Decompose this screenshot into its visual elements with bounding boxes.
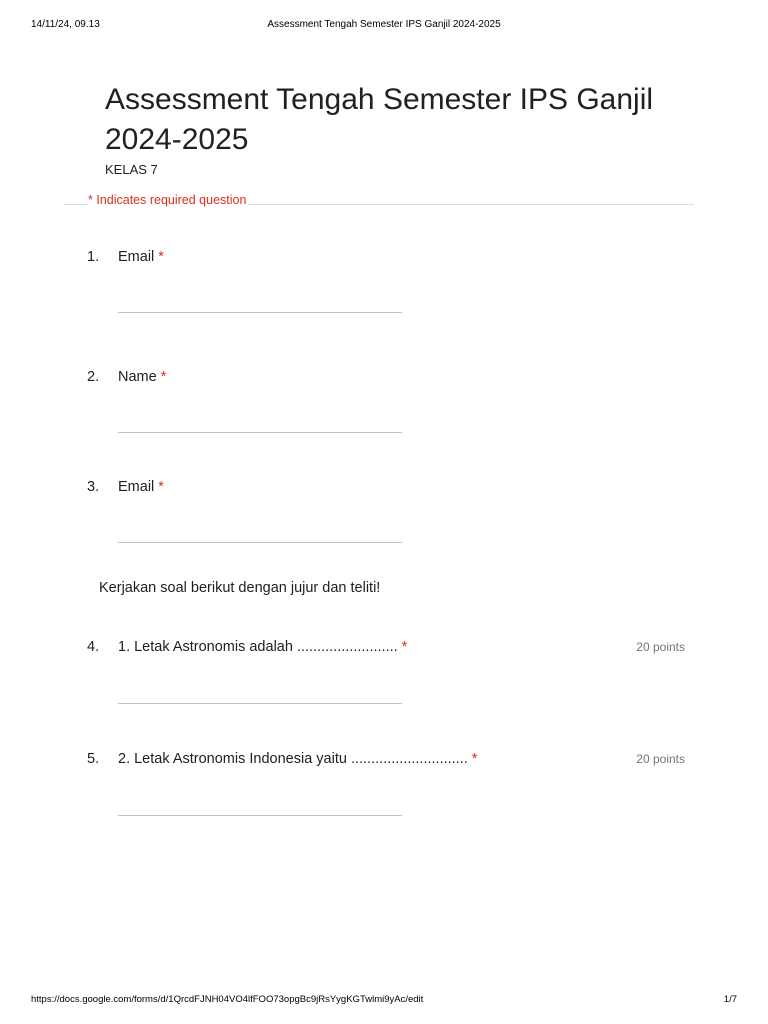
- question-text-wrap: [118, 751, 477, 767]
- question-text: Email: [118, 249, 155, 265]
- form-title: Assessment Tengah Semester IPS Ganjil 2024-2025: [105, 83, 654, 156]
- required-marker: *: [401, 639, 408, 655]
- question-text-wrap: [118, 369, 166, 385]
- name-answer-field[interactable]: [118, 432, 402, 433]
- section-description: Kerjakan soal berikut dengan jujur dan teliti!: [99, 580, 381, 596]
- question-text: Email: [118, 479, 155, 495]
- question-text: 1. Letak Astronomis adalah .........................: [118, 639, 398, 655]
- required-marker: *: [160, 369, 167, 385]
- question-2: [87, 369, 687, 389]
- points-label: 20 points: [636, 640, 685, 654]
- question-4: [87, 639, 687, 659]
- question-5: [87, 751, 687, 771]
- page-number: 1/7: [723, 994, 737, 1005]
- email-answer-field[interactable]: [118, 312, 402, 313]
- question-number: 5.: [87, 751, 100, 767]
- question-1: [87, 249, 687, 269]
- question-text-wrap: [118, 249, 164, 265]
- points-label: 20 points: [636, 752, 685, 766]
- page-url: https://docs.google.com/forms/d/1QrcdFJNH04VO4lfFOO73opgBc9jRsYygKGTwlmi9yAc/edit: [31, 994, 424, 1005]
- question-text: Name: [118, 369, 157, 385]
- question-3: [87, 479, 687, 499]
- print-datetime: 14/11/24, 09.13: [31, 19, 100, 30]
- form-description: KELAS 7: [105, 162, 158, 177]
- question-number: 1.: [87, 249, 100, 265]
- answer-field-q5[interactable]: [118, 815, 402, 816]
- question-number: 3.: [87, 479, 100, 495]
- print-header: [31, 19, 737, 33]
- question-text: 2. Letak Astronomis Indonesia yaitu .............................: [118, 751, 468, 767]
- email-answer-field-2[interactable]: [118, 542, 402, 543]
- required-question-note: * Indicates required question: [88, 193, 247, 207]
- print-document-title: Assessment Tengah Semester IPS Ganjil 2024-2025: [267, 19, 501, 30]
- question-text-wrap: [118, 639, 407, 655]
- required-marker: *: [158, 249, 164, 265]
- required-marker: *: [471, 751, 478, 767]
- print-footer: [31, 994, 737, 1008]
- required-marker: *: [158, 479, 164, 495]
- answer-field-q4[interactable]: [118, 703, 402, 704]
- question-number: 2.: [87, 369, 100, 385]
- question-number: 4.: [87, 639, 100, 655]
- question-text-wrap: [118, 479, 164, 495]
